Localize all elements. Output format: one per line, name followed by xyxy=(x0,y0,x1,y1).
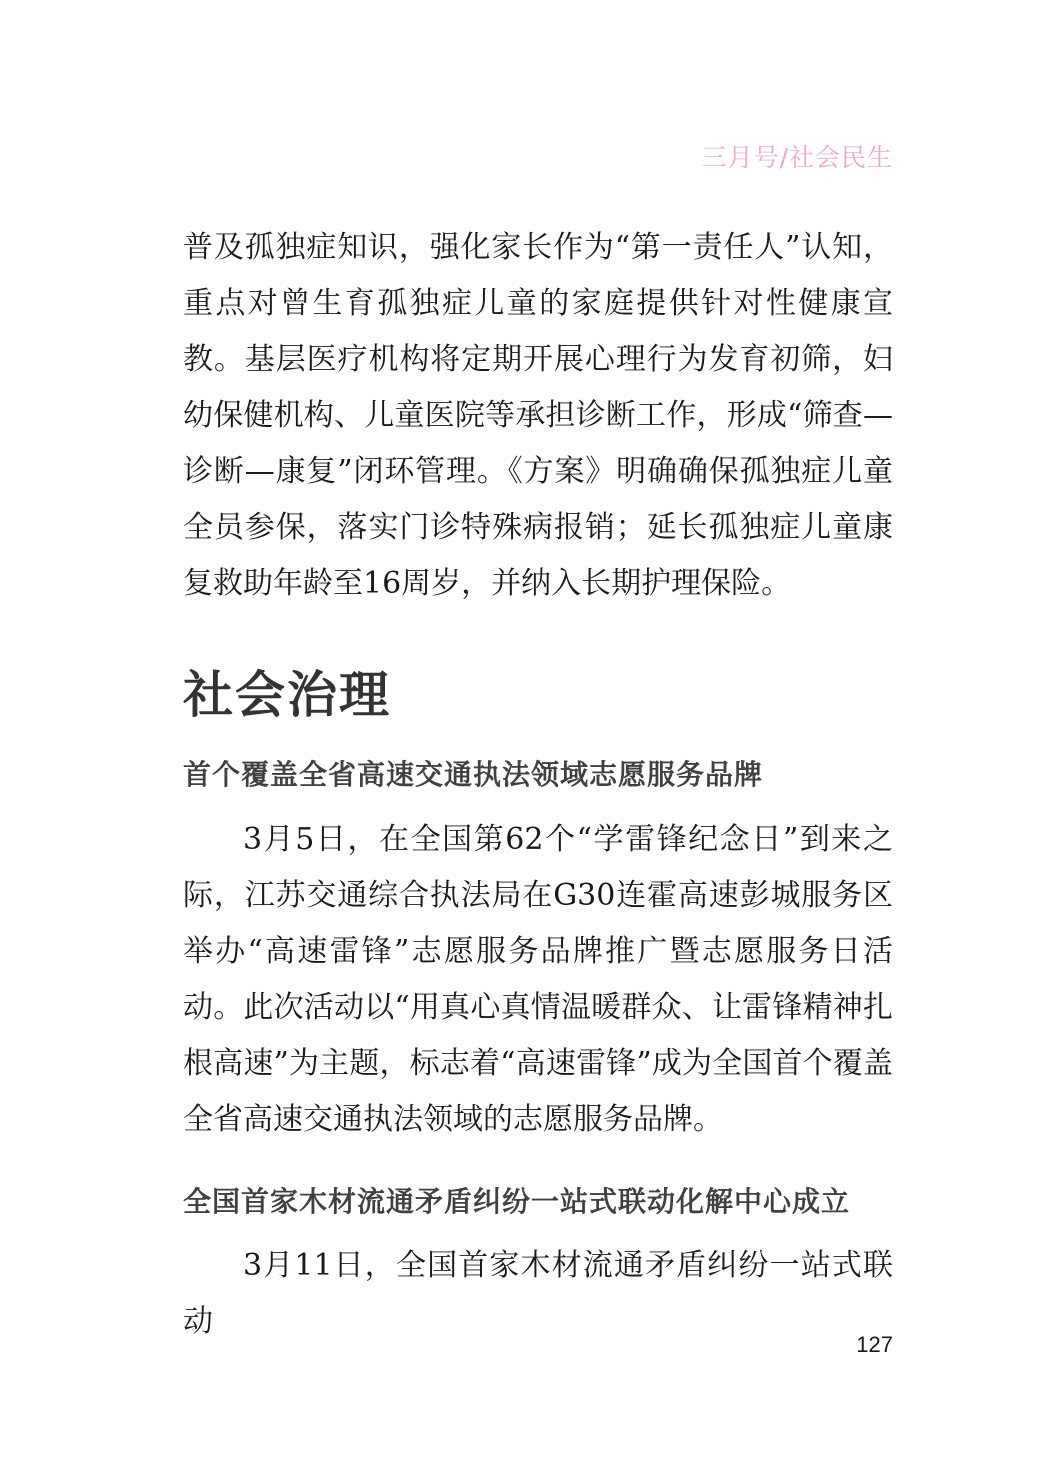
running-header: 三月号/社会民生 xyxy=(701,143,893,172)
subheading-2: 全国首家木材流通矛盾纠纷一站式联动化解中心成立 xyxy=(183,1185,851,1218)
body-paragraph-2: 3月5日，在全国第62个“学雷锋纪念日”到来之际，江苏交通综合执法局在G30连霍高速彭城服务区举办“高速雷锋”志愿服务品牌推广暨志愿服务日活动。此次活动以“用真心真情温暖群众、让雷锋精神扎根高速”为主题，标志着“高速雷锋”成为全国首个覆盖全省高速交通执法领域的志愿服务品牌。 xyxy=(183,822,893,1137)
body-paragraph-1: 普及孤独症知识，强化家长作为“第一责任人”认知，重点对曾生育孤独症儿童的家庭提供针对性健康宣教。基层医疗机构将定期开展心理行为发育初筛，妇幼保健机构、儿童医院等承担诊断工作，形成“筛查—诊断—康复”闭环管理。《方案》明确确保孤独症儿童全员参保，落实门诊特殊病报销；延长孤独症儿童康复救助年龄至16周岁，并纳入长期护理保险。 xyxy=(183,230,893,601)
section-title: 社会治理 xyxy=(183,666,391,724)
body-paragraph-3: 3月11日，全国首家木材流通矛盾纠纷一站式联动 xyxy=(183,1248,893,1339)
page-number: 127 xyxy=(856,1332,893,1357)
subheading-1: 首个覆盖全省高速交通执法领域志愿服务品牌 xyxy=(183,758,764,791)
